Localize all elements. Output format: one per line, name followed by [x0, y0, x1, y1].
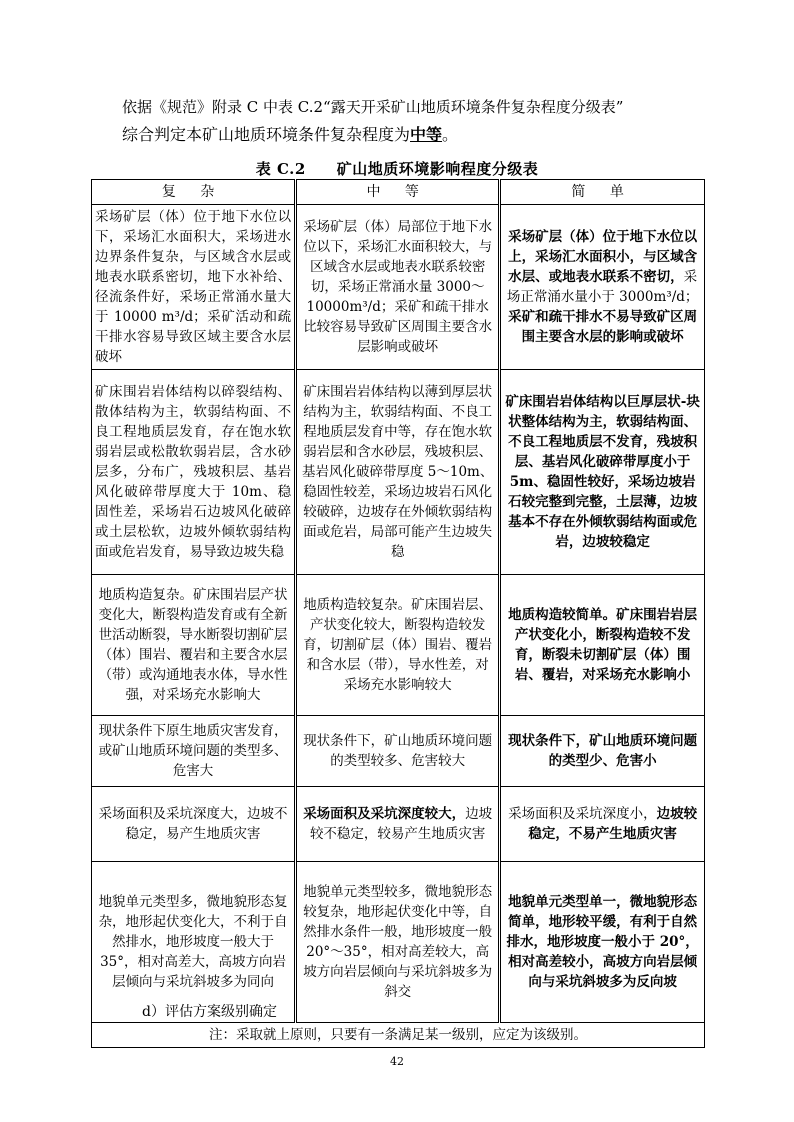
cell-simple-bold: 边坡较稳定，不易产生地质灾害: [528, 806, 698, 842]
intro-line-2: [122, 125, 458, 145]
table-row: [92, 575, 705, 716]
cell-simple: 现状条件下，矿山地质环境问题的类型少、危害小: [500, 716, 705, 787]
cell-simple-bold-c: 采矿和疏干排水不易导致矿区周围主要含水层的影响或破坏: [508, 309, 698, 345]
section-heading-d: d）评估方案级别确定: [142, 1004, 277, 1020]
intro-line-1: 依据《规范》附录 C 中表 C.2“露天开采矿山地质环境条件复杂程度分级表”: [122, 98, 624, 116]
header-simple: 简 单: [500, 180, 705, 205]
cell-complex: 采场面积及采坑深度大，边坡不稳定，易产生地质灾害: [92, 787, 296, 862]
table-caption: 表 C.2 矿山地质环境影响程度分级表: [255, 160, 539, 178]
cell-medium: 地质构造较复杂。矿床围岩层、产状变化较大，断裂构造较发育，切割矿层（体）围岩、覆岩和含水层（带），导水性差，对采场充水影响较大: [296, 575, 500, 716]
cell-simple: 地貌单元类型单一，微地貌形态简单，地形较平缓，有利于自然排水，地形坡度一般小于 20°，相对高差较小，高坡方向岩层倾向与采坑斜坡多为反向坡: [500, 862, 705, 1023]
cell-complex: 矿床围岩岩体结构以碎裂结构、散体结构为主，软弱结构面、不良工程地质层发育，存在饱水软弱岩层或松散软弱岩层，含水砂层多，分布广，残坡积层、基岩风化破碎带厚度大于 10m、稳固性差，采场岩石边坡风化破碎或土层松软，边坡外倾软弱结构面或危岩发育，易导致边坡失稳: [92, 370, 296, 575]
cell-complex: 地质构造复杂。矿床围岩层产状变化大，断裂构造发育或有全新世活动断裂，导水断裂切割矿层（体）围岩、覆岩和主要含水层（带）或沟通地表水体，导水性强，对采场充水影响大: [92, 575, 296, 716]
header-medium: 中 等: [296, 180, 500, 205]
cell-medium: 采场矿层（体）局部位于地下水位以下，采场汇水面积较大，与区域含水层或地表水联系较密切，采场正常涌水量 3000～10000m³/d；采矿和疏干排水比较容易导致矿区周围主要含水层影响或破坏: [296, 205, 500, 370]
table-row: [92, 205, 705, 370]
intro-line-2-prefix: 综合判定本矿山地质环境条件复杂程度为: [122, 125, 411, 144]
cell-simple: [500, 205, 705, 370]
header-complex: 复 杂: [92, 180, 296, 205]
cell-simple: [500, 787, 705, 862]
cell-medium-bold: 采场面积及采坑深度较大，: [303, 806, 466, 822]
cell-medium-normal: 边坡较不稳定，较易产生地质灾害: [309, 806, 493, 842]
cell-complex: 采场矿层（体）位于地下水位以下，采场汇水面积大，采场进水边界条件复杂，与区域含水层或地表水联系密切，地下水补给、径流条件好，采场正常涌水量大于 10000 m³/d；采矿活动和疏干排水容易导致区域主要含水层破坏: [92, 205, 296, 370]
grading-table: [91, 179, 705, 1048]
cell-simple: 地质构造较简单。矿床围岩岩层产状变化小，断裂构造较不发育，断裂未切割矿层（体）围岩、覆岩，对采场充水影响小: [500, 575, 705, 716]
cell-simple-bold-a: 采场矿层（体）位于地下水位以上，采场汇水面积小，与区域含水层、或地表水联系不密切，: [508, 229, 698, 285]
cell-simple-normal: 采场面积及采坑深度小，: [508, 806, 657, 822]
intro-line-2-suffix: 。: [442, 125, 459, 144]
page-number: 42: [390, 1055, 404, 1068]
table-header-row: [92, 180, 705, 205]
cell-complex: 地貌单元类型多，微地貌形态复杂，地形起伏变化大，不利于自然排水，地形坡度一般大于 35°，相对高差大，高坡方向岩层倾向与采坑斜坡多为同向: [92, 862, 296, 1023]
table-note-row: [92, 1023, 705, 1048]
table-row: [92, 862, 705, 1023]
table-row: [92, 716, 705, 787]
cell-simple: 矿床围岩岩体结构以巨厚层状-块状整体结构为主，软弱结构面、不良工程地质层不发育，残坡积层、基岩风化破碎带厚度小于 5m、稳固性较好，采场边坡岩石较完整到完整，土层薄，边坡基本不存在外倾软弱结构面或危岩，边坡较稳定: [500, 370, 705, 575]
cell-medium: [296, 787, 500, 862]
complexity-result: 中等: [410, 125, 443, 144]
cell-medium: 矿床围岩岩体结构以薄到厚层状结构为主，软弱结构面、不良工程地质层发育中等，存在饱水软弱岩层和含水砂层，残坡积层、基岩风化破碎带厚度 5～10m、稳固性较差，采场边坡岩石风化较破碎，边坡存在外倾软弱结构面或危岩，局部可能产生边坡失稳: [296, 370, 500, 575]
table-row: [92, 370, 705, 575]
cell-medium: 现状条件下，矿山地质环境问题的类型较多、危害较大: [296, 716, 500, 787]
cell-complex: 现状条件下原生地质灾害发育，或矿山地质环境问题的类型多、危害大: [92, 716, 296, 787]
table-note: 注：采取就上原则，只要有一条满足某一级别，应定为该级别。: [92, 1023, 705, 1048]
table-row: [92, 787, 705, 862]
cell-simple-normal: 采场正常涌水量小于 3000m³/d；: [506, 269, 699, 305]
cell-medium: 地貌单元类型较多，微地貌形态较复杂，地形起伏变化中等，自然排水条件一般，地形坡度一般 20°～35°，相对高差较大，高坡方向岩层倾向与采坑斜坡多为斜交: [296, 862, 500, 1023]
